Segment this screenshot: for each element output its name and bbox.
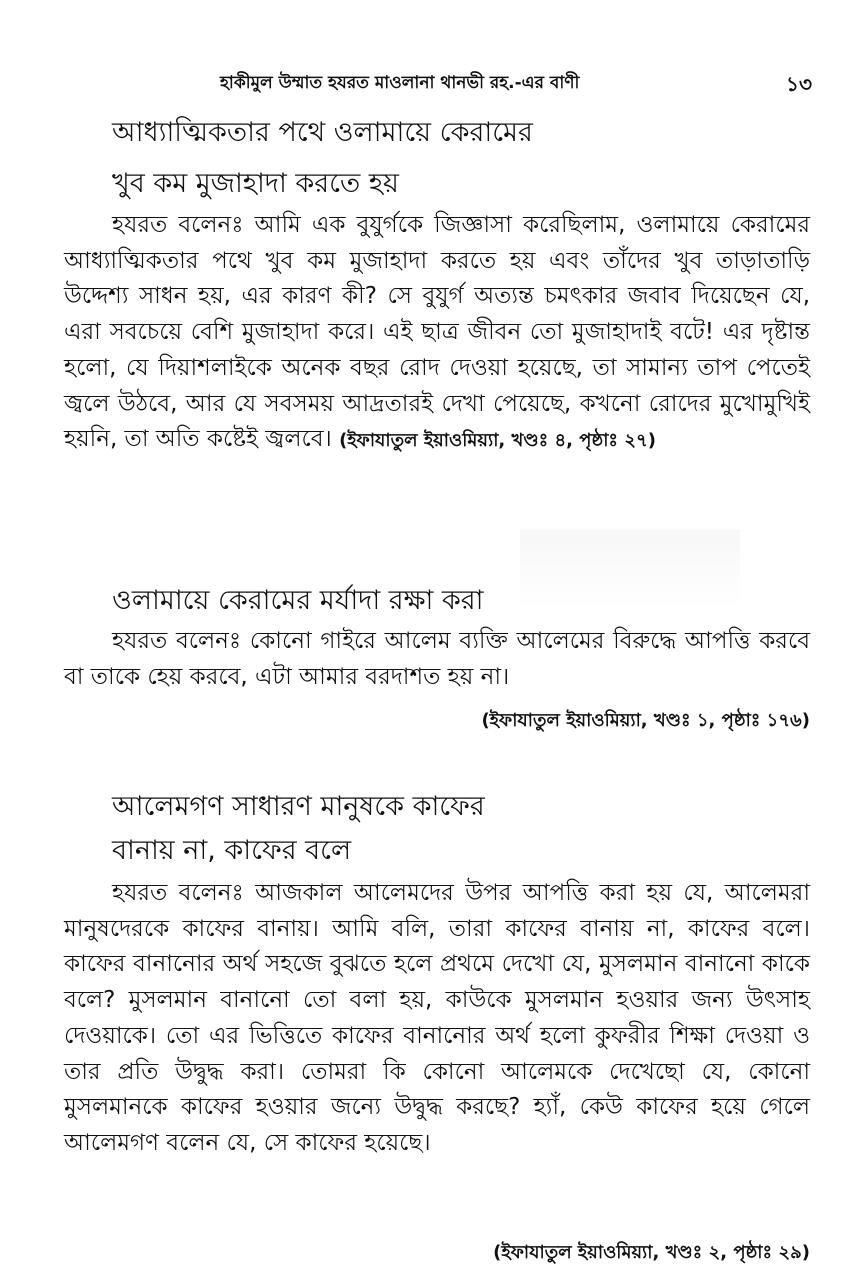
section-3-body: হযরত বলেনঃ আজকাল আলেমদের উপর আপত্তি করা হয় যে, আলেমরা মানুষদেরকে কাফের বানায়। আমি বলি, তারা কাফের বানায় না, কাফের বলে। কাফের বানানোর অর্থ সহজে বুঝতে হলে প্রথমে দেখো যে, মুসলমান বানানো কাকে বলে? মুসলমান বানানো তো বলা হয়, কাউকে মুসলমান হওয়ার জন্য উৎসাহ দেওয়াকে। তো এর ভিত্তিতে কাফের বানানোর অর্থ হলো কুফরীর শিক্ষা দেওয়া ও তার প্রতি উদ্বুদ্ধ করা। তোমরা কি কোনো আলেমকে দেখেছো যে, কোনো মুসলমানকে কাফের হওয়ার জন্যে উদ্বুদ্ধ করছে? হ্যাঁ, কেউ কাফের হয়ে গেলে আলেমগণ বলেন যে, সে কাফের হয়েছে। [64, 880, 810, 1156]
section-1-body-text: হযরত বলেনঃ আমি এক বুযুর্গকে জিজ্ঞাসা করেছিলাম, ওলামায়ে কেরামের আধ্যাত্মিকতার পথে খুব কম মুজাহাদা করতে হয় এবং তাঁদের খুব তাড়াতাড়ি উদ্দেশ্য সাধন হয়, এর কারণ কী? সে বুযুর্গ অত্যন্ত চমৎকার জবাব দিয়েছেন যে, এরা সবচেয়ে বেশি মুজাহাদা করে। এই ছাত্র জীবন তো মুজাহাদাই বটে! এর দৃষ্টান্ত হলো, যে দিয়াশলাইকে অনেক বছর রোদ দেওয়া হয়েছে, তা সামান্য তাপ পেতেই জ্বলে উঠবে, আর যে সবসময় আদ্রতারই দেখা পেয়েছে, কখনো রোদের মুখোমুখিই হয়নি, তা অতি কষ্টেই জ্বলবে। [64, 212, 810, 453]
section-1-heading-line-1: আধ্যাত্মিকতার পথে ওলামায়ে কেরামের [112, 117, 533, 148]
section-1-reference: (ইফাযাতুল ইয়াওমিয়্যা, খণ্ডঃ ৪, পৃষ্ঠাঃ ২৭) [339, 430, 656, 452]
running-header-title: হাকীমুল উম্মাত হযরত মাওলানা থানভী রহ.-এর বাণী [220, 73, 580, 93]
bleed-through-shadow [520, 530, 740, 610]
section-3-heading-line-2: বানায় না, কাফের বলে [112, 835, 352, 866]
section-2-heading: ওলামায়ে কেরামের মর্যাদা রক্ষা করা [112, 585, 484, 616]
section-1-body [64, 208, 810, 459]
section-3-reference: (ইফাযাতুল ইয়াওমিয়্যা, খণ্ডঃ ২, পৃষ্ঠাঃ ২৯) [493, 1242, 810, 1263]
section-2-body: হযরত বলেনঃ কোনো গাইরে আলেম ব্যক্তি আলেমের বিরুদ্ধে আপত্তি করবে বা তাকে হেয় করবে, এটা আমার বরদাশত হয় না। [64, 628, 810, 690]
page-number: ১৩ [786, 72, 812, 96]
section-3-heading-line-1: আলেমগণ সাধারণ মানুষকে কাফের [112, 791, 485, 822]
section-1-heading-line-2: খুব কম মুজাহাদা করতে হয় [112, 168, 399, 199]
section-2-reference: (ইফাযাতুল ইয়াওমিয়্যা, খণ্ডঃ ১, পৃষ্ঠাঃ ১৭৬) [481, 710, 810, 731]
